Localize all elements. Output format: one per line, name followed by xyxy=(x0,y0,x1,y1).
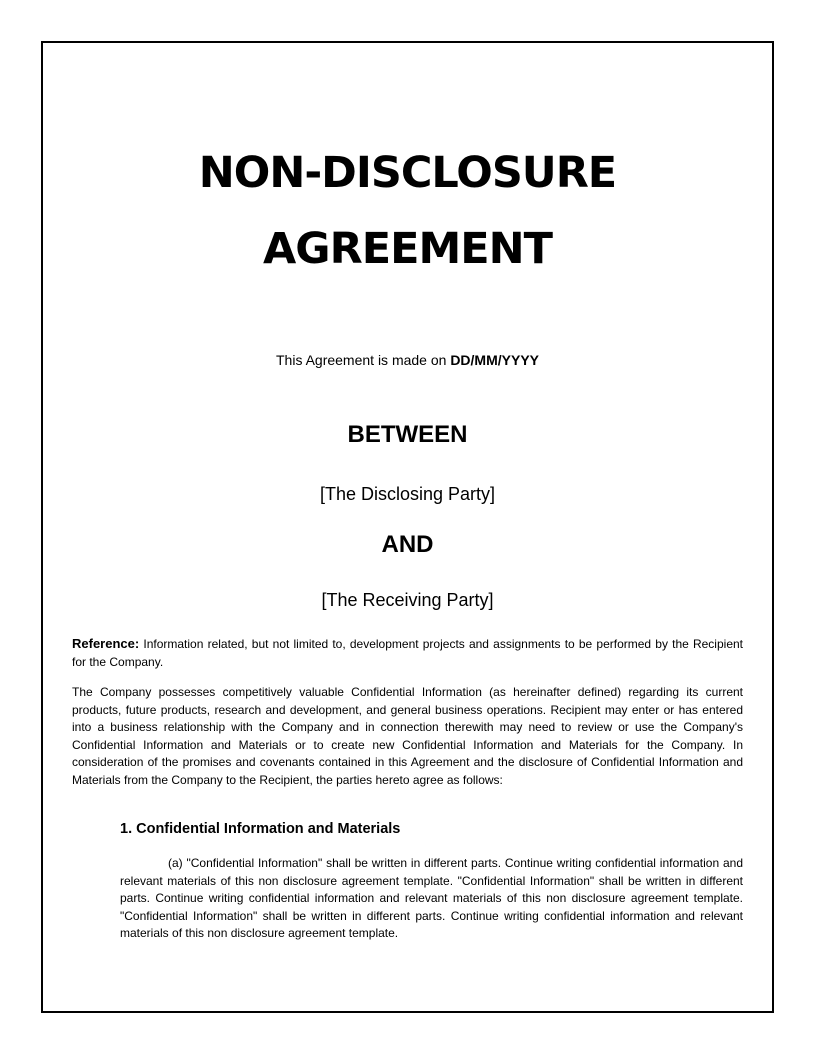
receiving-party: [The Receiving Party] xyxy=(321,590,494,610)
disclosing-party: [The Disclosing Party] xyxy=(319,484,496,504)
section-1-heading: 1. Confidential Information and Materials xyxy=(120,821,401,837)
title-line-2: AGREEMENT xyxy=(263,224,552,274)
title-line-1: NON-DISCLOSURE xyxy=(198,148,617,198)
reference-paragraph xyxy=(72,635,743,671)
reference-text: Information related, but not limited to, development projects and assignments to be performed by the Recipient for the Company. xyxy=(72,637,743,669)
clause-a-paragraph: (a) "Confidential Information" shall be written in different parts. Continue writing confidential information and relevant materials of this non disclosure agreement template. "Confidential Information" shall be written in different parts. Continue writing confidential information and relevant materials of this non disclosure agreement template. "Confidential Information" shall be written in different parts. Continue writing confidential information and relevant materials of this non disclosure agreement template. xyxy=(120,856,743,940)
between-heading: BETWEEN xyxy=(347,421,468,448)
intro-paragraph: The Company possesses competitively valuable Confidential Information (as hereinafter defined) regarding its current products, future products, research and development, and general business operations. Recipient may enter or has entered into a business relationship with the Company and in connection therewith may need to review or use the Company's Confidential Information and Materials or to create new Confidential Information and Materials for the Company. In consideration of the promises and covenants contained in this Agreement and the disclosure of Confidential Information and Materials from the Company to the Recipient, the parties hereto agree as follows: xyxy=(72,685,743,787)
and-heading: AND xyxy=(381,531,434,558)
agreement-date-line xyxy=(41,352,774,368)
reference-label: Reference: xyxy=(72,636,140,651)
made-on-date: DD/MM/YYYY xyxy=(450,352,539,368)
made-on-prefix: This Agreement is made on xyxy=(276,352,451,368)
